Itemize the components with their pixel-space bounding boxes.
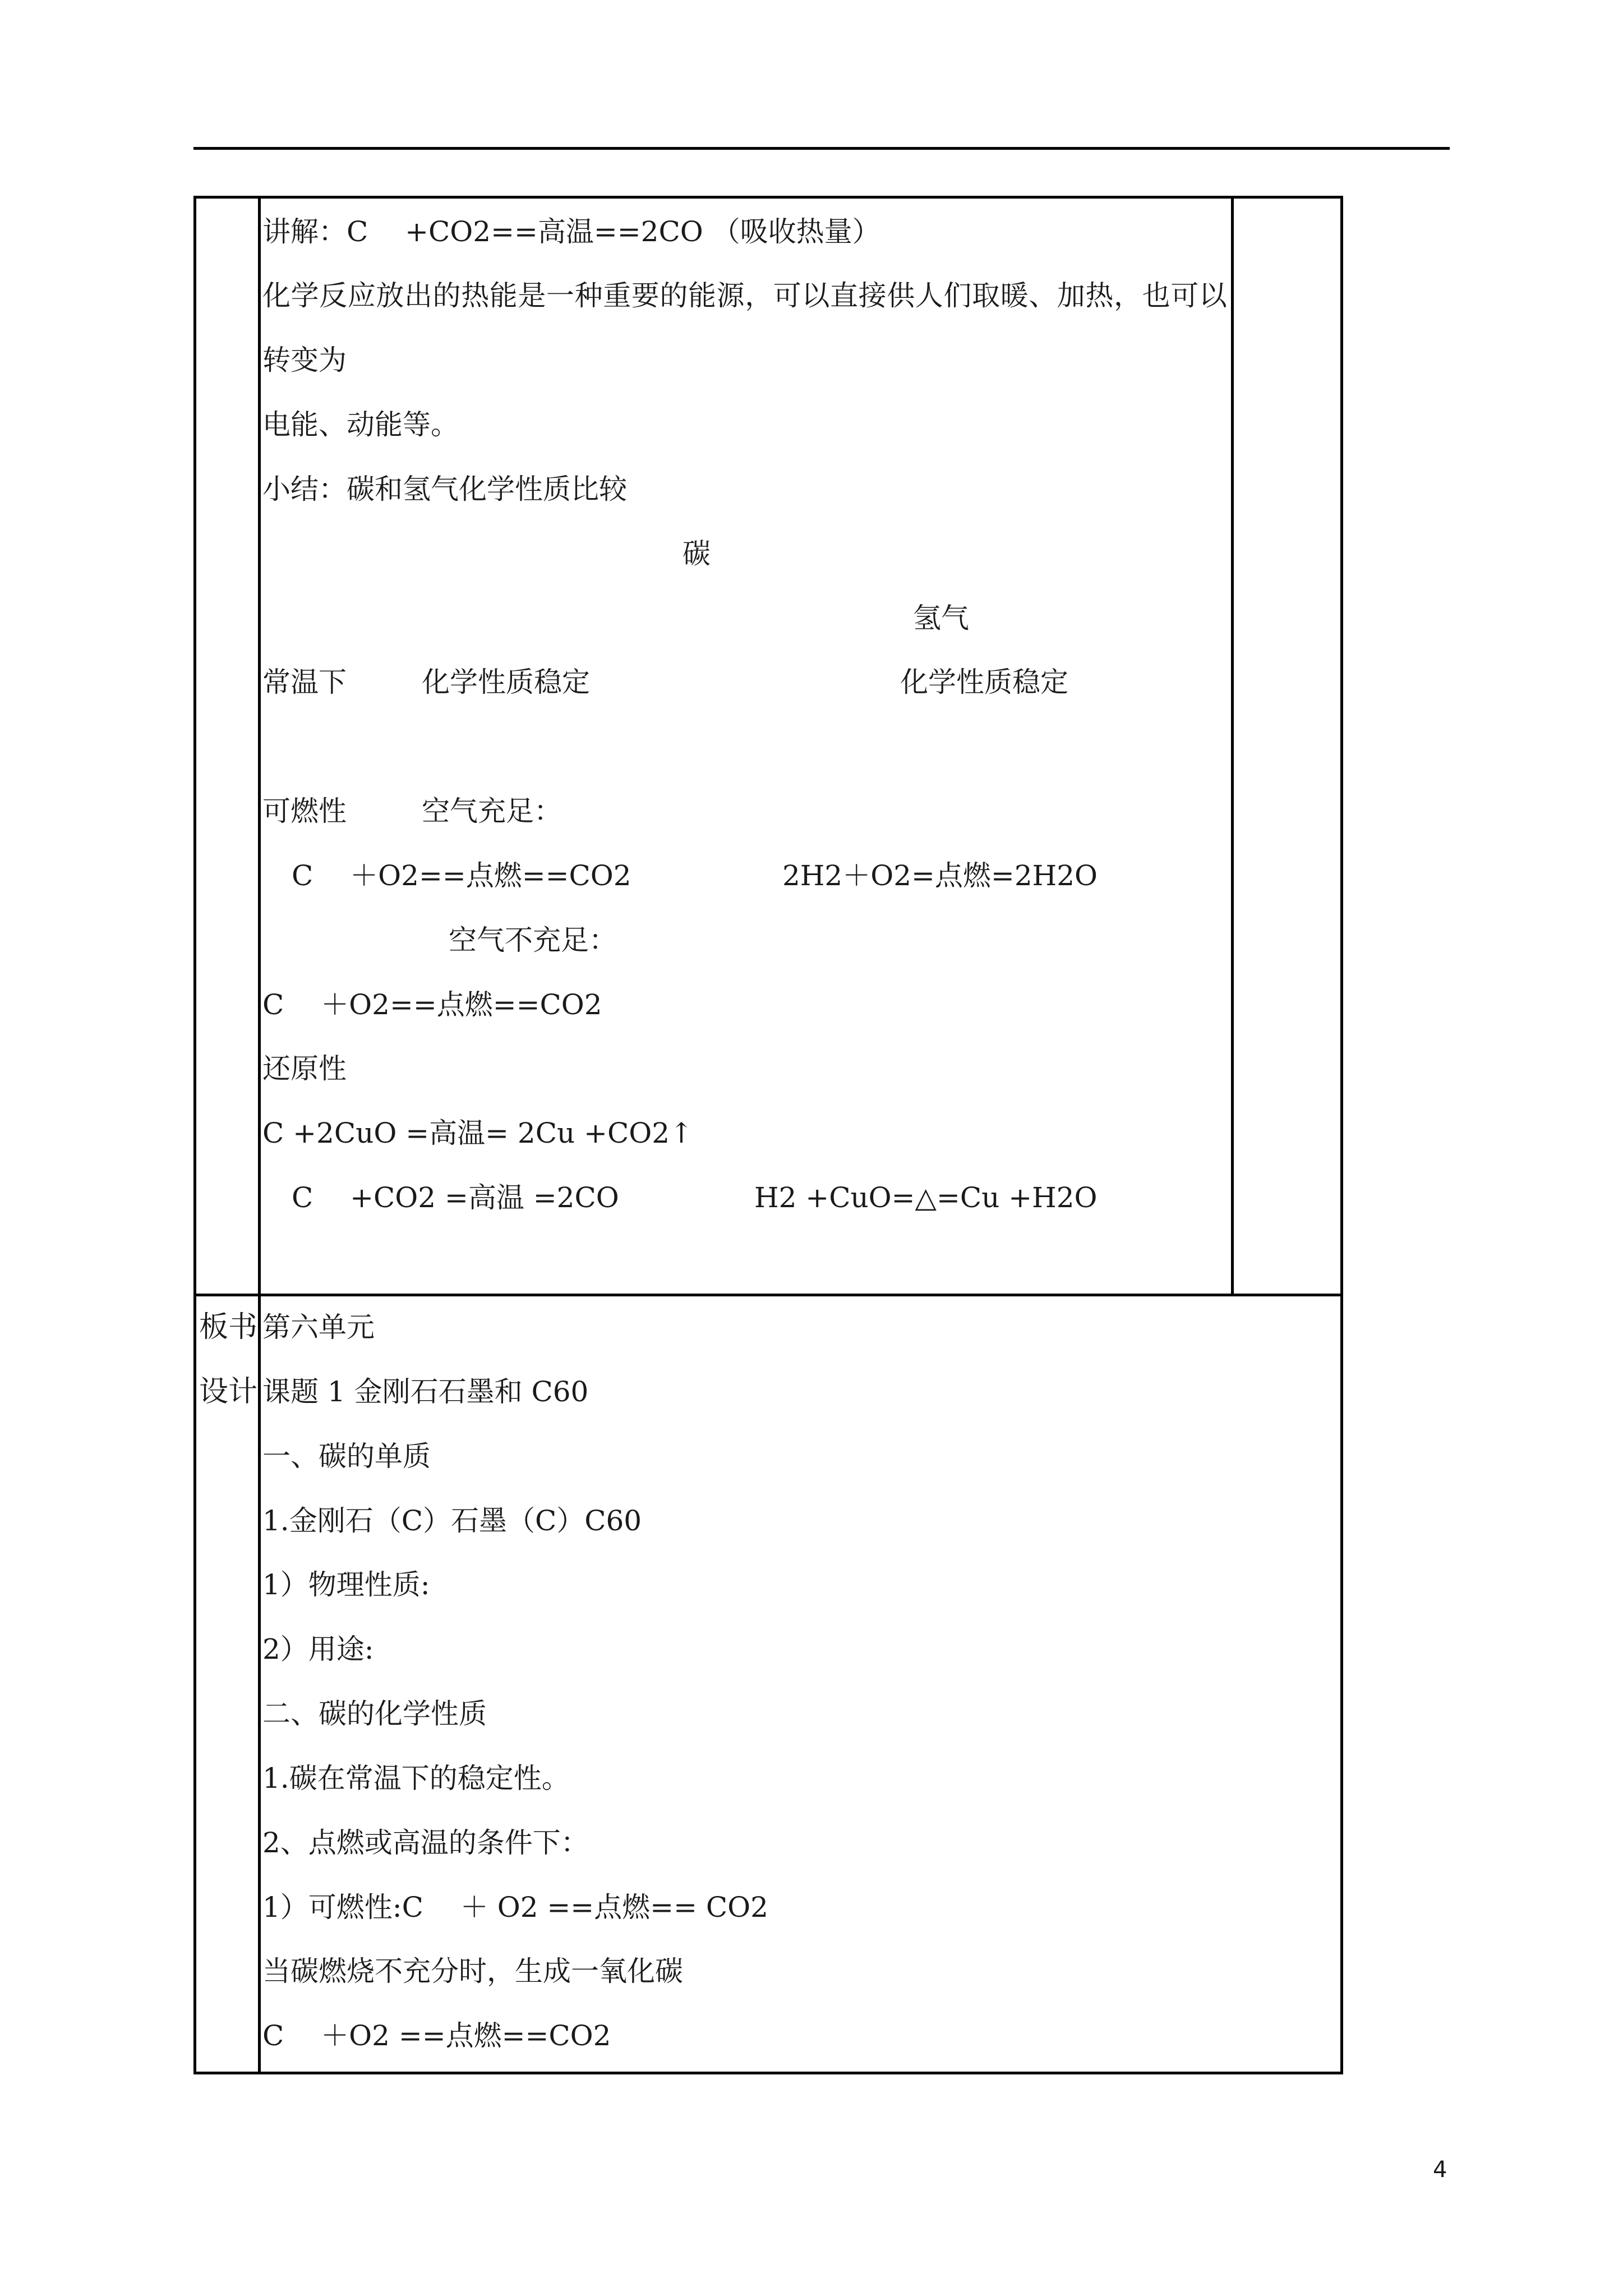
board-line: 一、碳的单质 (262, 1440, 431, 1473)
room-temp-label: 常温下 (262, 666, 347, 698)
hydrogen-stable-text: 化学性质稳定 (900, 666, 1068, 698)
carbon-copper-oxide-reaction: C +2CuO =高温= 2Cu +CO2↑ (262, 1117, 693, 1149)
reducing-label: 还原性 (262, 1052, 347, 1085)
hydrogen-copper-oxide-reaction: H2 +CuO=△=Cu +H2O (754, 1181, 1098, 1214)
energy-paragraph-line3: 电能、动能等。 (262, 408, 459, 441)
carbon-co2-reaction: C +CO2 =高温 =2CO (292, 1181, 619, 1214)
board-line: 2、点燃或高温的条件下： (262, 1826, 589, 1859)
air-insufficient-label: 空气不充足： (449, 924, 617, 956)
board-line: 1.金刚石（C）石墨（C）C60 (262, 1504, 642, 1537)
board-line: 当碳燃烧不充分时，生成一氧化碳 (262, 1955, 683, 1987)
hydrogen-column-header: 氢气 (913, 602, 969, 634)
board-line: C ＋O2 ==点燃==CO2 (262, 2019, 611, 2052)
carbon-column-header: 碳 (683, 537, 711, 570)
table-left-border (193, 196, 196, 2074)
carbon-full-combustion: C ＋O2==点燃==CO2 (292, 859, 631, 892)
energy-paragraph-line1: 化学反应放出的热能是一种重要的能源，可以直接供人们取暖、加热，也可以 (262, 279, 1228, 312)
board-line: 1）可燃性:C ＋ O2 ==点燃== CO2 (262, 1891, 768, 1924)
air-sufficient-label: 空气充足： (422, 795, 562, 827)
board-line: 课题 1 金刚石石墨和 C60 (262, 1375, 589, 1408)
board-label-line1: 板书 (199, 1310, 258, 1344)
table-row-divider-left (193, 1294, 261, 1296)
table-label-divider (258, 196, 261, 2074)
board-line: 1）物理性质: (262, 1568, 430, 1601)
flammability-label: 可燃性 (262, 795, 347, 827)
carbon-stable-text: 化学性质稳定 (422, 666, 590, 698)
board-line: 1.碳在常温下的稳定性。 (262, 1762, 570, 1795)
header-rule (193, 147, 1450, 150)
table-bottom-border (193, 2072, 1343, 2074)
hydrogen-combustion: 2H2＋O2=点燃=2H2O (782, 859, 1098, 892)
explanation-equation: 讲解：C +CO2==高温==2CO （吸收热量） (262, 215, 880, 248)
carbon-partial-combustion: C ＋O2==点燃==CO2 (262, 988, 602, 1021)
board-line: 第六单元 (262, 1311, 375, 1343)
energy-paragraph-line2: 转变为 (262, 344, 347, 376)
table-notes-divider (1231, 196, 1234, 1296)
table-row-divider (258, 1294, 1343, 1296)
summary-heading: 小结：碳和氢气化学性质比较 (262, 473, 627, 505)
table-right-border (1340, 196, 1343, 2074)
page-number: 4 (1433, 2157, 1447, 2183)
board-line: 二、碳的化学性质 (262, 1697, 487, 1730)
board-label-line2: 设计 (199, 1375, 258, 1409)
board-line: 2）用途: (262, 1633, 374, 1665)
table-top-border (193, 196, 1343, 199)
